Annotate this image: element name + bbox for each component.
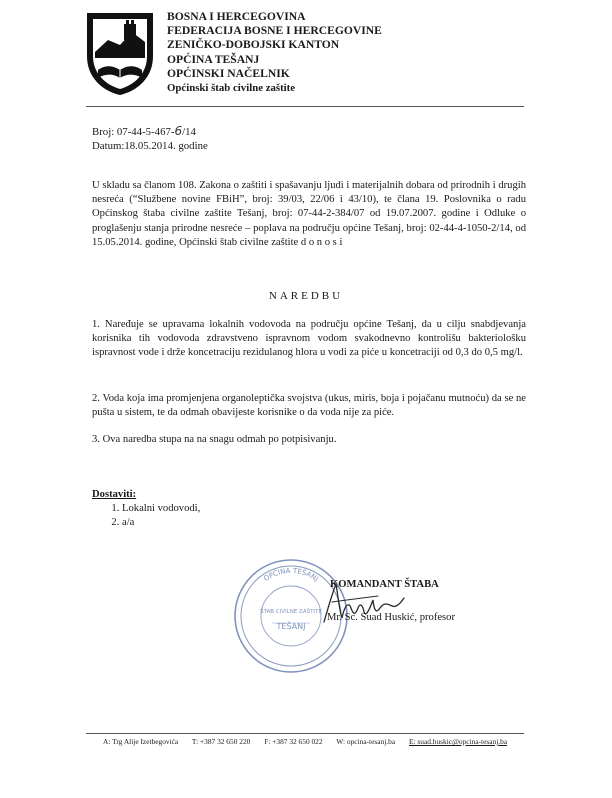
footer-phone: T: +387 32 650 220 [191,737,251,746]
order-item: 2. Voda koja ima promjenjena organoleptička svojstva (ukus, miris, boja i pojačanu mutnoću) da se ne pušta u sistem, te da odmah obavijeste korisnike o da voda nije za piće. [92,393,526,419]
reference-prefix: Broj: 07-44-5-467- [92,126,175,138]
document-meta [92,124,208,153]
svg-text:OPĆINA TEŠANJ [262,567,320,583]
header-divider [86,106,524,107]
stamp-text-bottom: TEŠANJ [276,622,306,631]
distribution-label: Dostaviti: [92,489,137,500]
footer-fax: F: +387 32 650 022 [264,737,323,746]
footer-email: E: suad.huskic@opcina-tesanj.ba [408,737,508,746]
institution-header [167,10,382,95]
document-date: Datum:18.05.2014. godine [92,140,208,152]
footer-website: W: opcina-tesanj.ba [336,737,396,746]
stamp-text-middle: ŠTAB CIVILNE ZAŠTITE [260,609,322,615]
reference-suffix: /14 [182,126,196,138]
coat-of-arms-logo [84,12,156,96]
order-item: 3. Ova naredba stupa na na snagu odmah po potpisivanju. [92,434,337,445]
handwritten-number: 6 [174,124,183,138]
intro-paragraph: U skladu sa članom 108. Zakona o zaštiti i spašavanju ljudi i materijalnih dobara od prirodnih i drugih nesreća (“Službene novine FBiH”, broj: 39/03, 22/06 i 43/10), te člana 19. Poslovnika o radu Općinskog štaba civilne zaštite Tešanj, broj: 07-44-2-384/07 od 19.07.2007. godine i Odluke o proglašenju stanja prirodne nesreće – poplava na području općine Tešanj, broj: 02-44-4-1050-2/14, od 15.05.2014. godine, Općinski štab civilne zaštite d o n o s i [92,180,526,248]
signatory-name: Mr. Sc. Suad Huskić, profesor [327,612,455,623]
document-title: NAREDBU [268,290,344,302]
signatory-title: KOMANDANT ŠTABA [330,579,439,590]
footer-divider [86,733,524,734]
order-item: 1. Naređuje se upravama lokalnih vodovoda na području općine Tešanj, da u cilju snabdjevanja korisnika tih vodovoda zdravstveno ispravnom vodom svakodnevno kontrolišu bakteriološku ispravnost vode i drže koncetraciju rezidulanog hlora u vodi za piće u koncetraciji od 0,3 do 0,5 mg/l. [92,319,526,359]
footer-contacts [103,737,507,746]
distribution-list [92,488,200,530]
list-item: 2. a/a [122,516,200,530]
header-line: OPĆINA TEŠANJ [167,52,260,66]
reference-number [92,124,208,139]
header-line: ZENIČKO-DOBOJSKI KANTON [167,38,340,52]
footer-address: A: Trg Alije Izetbegovića [103,737,179,746]
header-line: OPĆINSKI NAČELNIK [167,66,290,80]
stamp-text-top: OPĆINA TEŠANJ [262,566,320,583]
header-line: FEDERACIJA BOSNE I HERCEGOVINE [167,24,382,38]
list-item: 1. Lokalni vodovodi, [122,502,200,516]
header-line: BOSNA I HERCEGOVINA [167,10,306,23]
header-subline: Općinski štab civilne zaštite [167,82,296,95]
